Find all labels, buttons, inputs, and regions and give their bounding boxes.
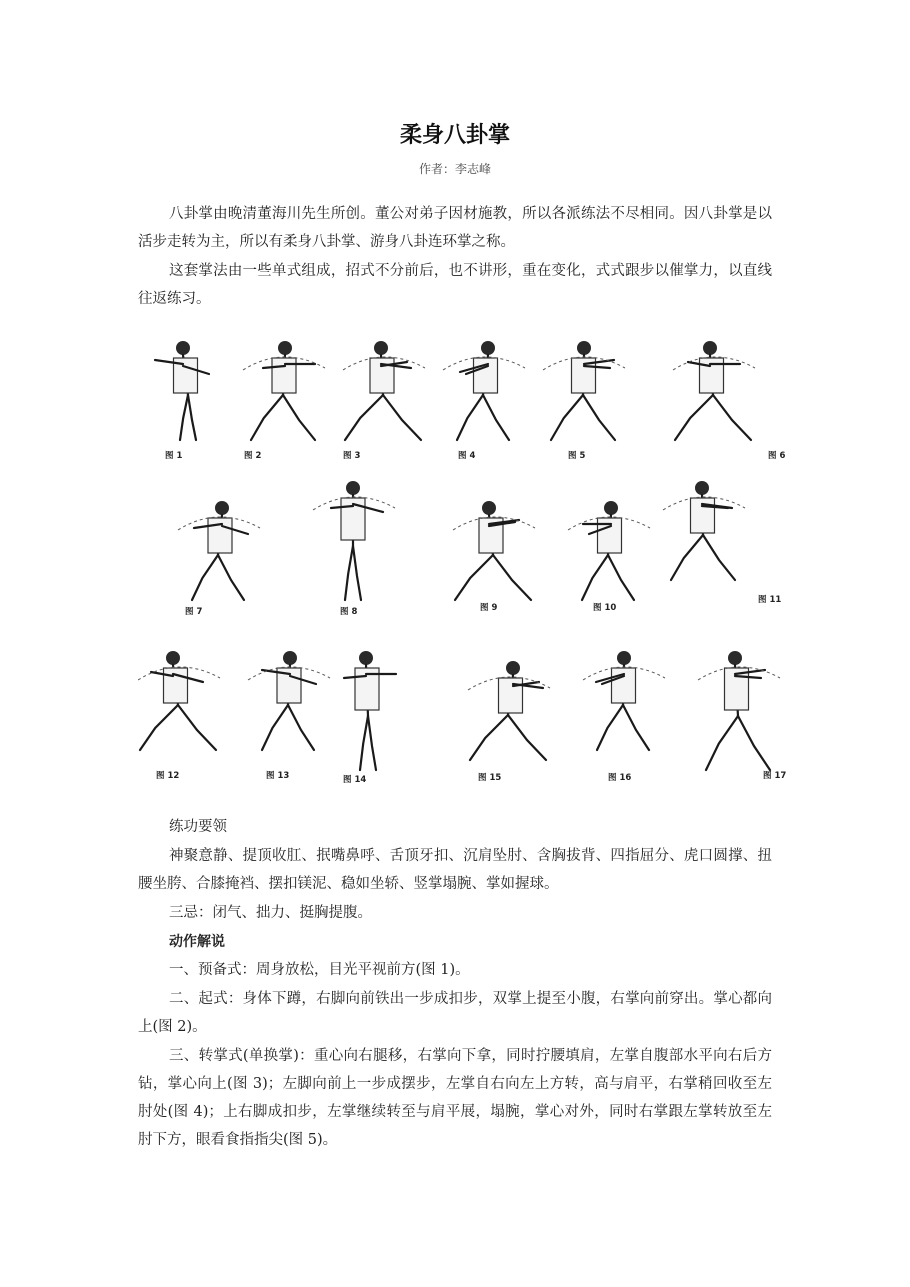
figure-11-leg-left — [671, 535, 703, 580]
figure-3-leg-left — [345, 395, 383, 440]
figure-16-head — [617, 651, 631, 665]
figure-14-head — [359, 651, 373, 665]
figure-caption-9: 图 9 — [480, 603, 498, 613]
figure-sketch-canvas — [138, 322, 804, 790]
figure-caption-2: 图 2 — [244, 451, 262, 461]
figure-16-leg-right — [623, 705, 649, 750]
figure-caption-16: 图 16 — [608, 773, 632, 783]
figure-caption-8: 图 8 — [340, 607, 358, 617]
figure-caption-10: 图 10 — [593, 603, 617, 613]
intro-paragraph-1: 八卦掌由晚清董海川先生所创。董公对弟子因材施教，所以各派练法不尽相同。因八卦掌是以活步走转为主，所以有柔身八卦掌、游身八卦连环掌之称。 — [138, 206, 772, 250]
figure-5-leg-right — [583, 395, 615, 440]
move-item-2: 二、起式：身体下蹲，右脚向前铁出一步成扣步，双掌上提至小腹，右掌向前穿出。掌心都向上(图 2)。 — [138, 991, 772, 1035]
figure-8-leg-right — [353, 546, 361, 600]
figure-5-head — [577, 341, 591, 355]
figure-12-head — [166, 651, 180, 665]
figure-caption-13: 图 13 — [266, 771, 290, 781]
figure-14-leg-left — [360, 716, 368, 770]
practice-points: 神聚意静、提顶收肛、抿嘴鼻呼、舌顶牙扣、沉肩坠肘、含胸拔背、四指屈分、虎口圆撑、扭腰坐胯、合膝掩裆、摆扣镁泥、稳如坐轿、竖掌塌腕、掌如握球。 — [138, 848, 772, 892]
figure-10-leg-left — [582, 555, 608, 600]
figure-caption-1: 图 1 — [165, 451, 183, 461]
practice-heading: 练功要领 — [169, 819, 227, 835]
move-item-3: 三、转掌式(单换掌)：重心向右腿移，右掌向下拿，同时拧腰填肩，左掌自腹部水平向右后方钻，掌心向上(图 3)；左脚向前上一步成摆步，左掌自右向左上方转，高与肩平，右掌稍回收至左肘处(图 4)；上右脚成扣步，左掌继续转至与肩平展，塌腕，掌心对外，同时右掌跟左掌转放至左肘下方，眼看食指指尖(图 5)。 — [138, 1048, 772, 1148]
figure-caption-14: 图 14 — [343, 775, 367, 785]
figure-8-leg-left — [345, 546, 353, 600]
figure-caption-5: 图 5 — [568, 451, 586, 461]
figure-16-leg-left — [597, 705, 623, 750]
figure-15-shirt — [499, 678, 523, 713]
figure-illustration — [138, 322, 804, 790]
figure-15-head — [506, 661, 520, 675]
figure-13-leg-left — [262, 705, 288, 750]
figure-12-leg-left — [140, 705, 178, 750]
moves-heading: 动作解说 — [169, 934, 225, 950]
figure-2-leg-right — [283, 395, 315, 440]
figure-caption-7: 图 7 — [185, 607, 203, 617]
figure-10-head — [604, 501, 618, 515]
figure-caption-15: 图 15 — [478, 773, 502, 783]
figure-17-head — [728, 651, 742, 665]
figure-6-leg-right — [713, 395, 751, 440]
figure-caption-3: 图 3 — [343, 451, 361, 461]
figure-1-leg-right — [188, 395, 196, 440]
figure-caption-11: 图 11 — [758, 595, 782, 605]
figure-12-shirt — [164, 668, 188, 703]
figure-7-leg-right — [218, 555, 244, 600]
figure-2-leg-left — [251, 395, 283, 440]
figure-2-head — [278, 341, 292, 355]
figure-3-head — [374, 341, 388, 355]
intro-paragraph-2: 这套掌法由一些单式组成，招式不分前后，也不讲形，重在变化，式式跟步以催掌力，以直线往返练习。 — [138, 263, 772, 307]
figure-17-leg-right — [738, 716, 770, 770]
figure-caption-17: 图 17 — [763, 771, 787, 781]
figure-4-leg-right — [483, 395, 509, 440]
figure-11-leg-right — [703, 535, 735, 580]
figure-9-head — [482, 501, 496, 515]
figure-13-leg-right — [288, 705, 314, 750]
page-title: 柔身八卦掌 — [399, 123, 510, 148]
figure-1-head — [176, 341, 190, 355]
figure-9-leg-left — [455, 555, 493, 600]
figure-6-head — [703, 341, 717, 355]
figure-17-leg-left — [706, 716, 738, 770]
figure-4-shirt — [474, 358, 498, 393]
figure-13-head — [283, 651, 297, 665]
figure-3-leg-right — [383, 395, 421, 440]
figure-8-head — [346, 481, 360, 495]
figure-4-head — [481, 341, 495, 355]
figure-4-leg-left — [457, 395, 483, 440]
figure-10-leg-right — [608, 555, 634, 600]
author-line: 作者：李志峰 — [418, 162, 491, 176]
figure-15-leg-left — [470, 715, 508, 760]
figure-caption-4: 图 4 — [458, 451, 476, 461]
figure-12-leg-right — [178, 705, 216, 750]
figure-caption-12: 图 12 — [156, 771, 180, 781]
figure-6-leg-left — [675, 395, 713, 440]
figure-11-head — [695, 481, 709, 495]
figure-15-leg-right — [508, 715, 546, 760]
practice-taboos: 三忌：闭气、拙力、挺胸提腹。 — [169, 905, 372, 921]
figure-7-head — [215, 501, 229, 515]
figure-caption-6: 图 6 — [768, 451, 786, 461]
figure-5-leg-left — [551, 395, 583, 440]
figure-14-leg-right — [368, 716, 376, 770]
figure-9-leg-right — [493, 555, 531, 600]
figure-7-leg-left — [192, 555, 218, 600]
move-item-1: 一、预备式：周身放松，目光平视前方(图 1)。 — [169, 962, 470, 978]
figure-1-leg-left — [180, 395, 188, 440]
